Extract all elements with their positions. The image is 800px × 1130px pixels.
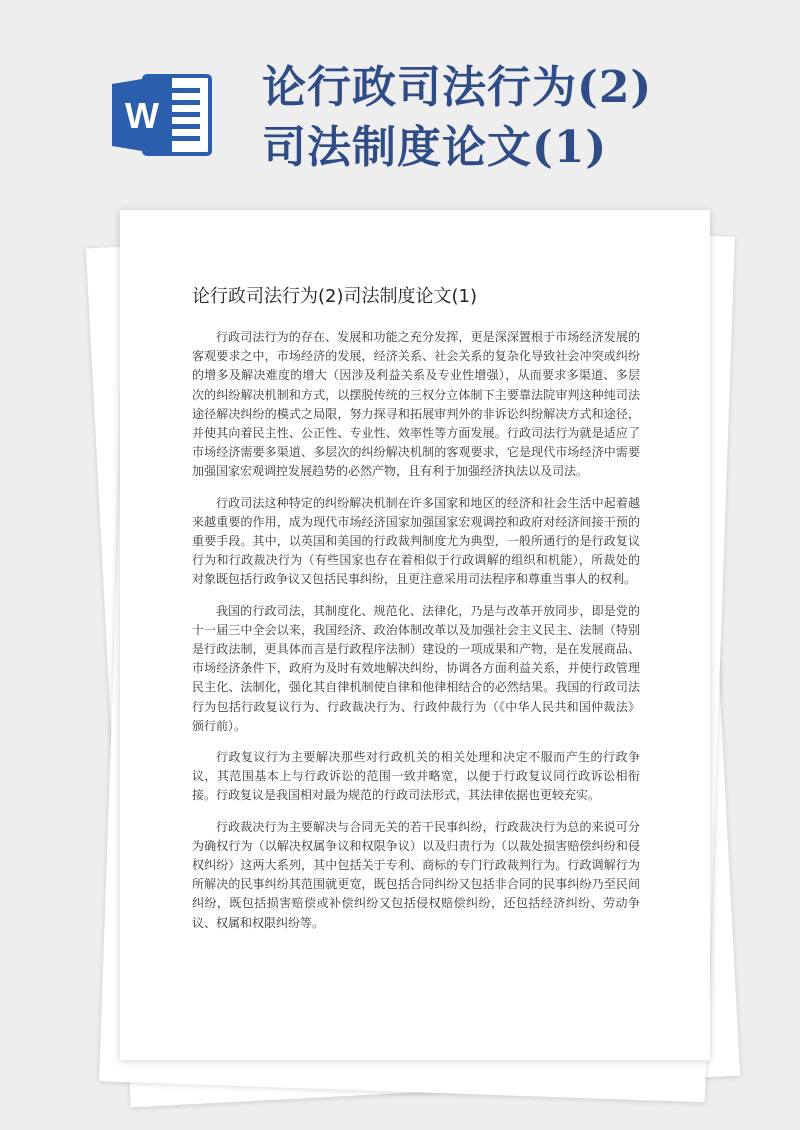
header-title-line-2: 司法制度论文(1): [262, 122, 608, 173]
document-paragraph: 行政司法行为的存在、发展和功能之充分发挥，更是深深置根于市场经济发展的客观要求之中，市场经济的发展，经济关系、社会关系的复杂化导致社会冲突或纠纷的增多及解决难度的增大（因涉及利益关系及专业性增强），从而要求多渠道、多层次的纠纷解决机制和方式，以摆脱传统的三权分立体制下主要靠法院审判这种纯司法途径解决纠纷的模式之局限，努力探寻和拓展审判外的非诉讼纠纷解决方式和途径，并使其向着民主性、公正性、专业性、效率性等方面发展。行政司法行为就是适应了市场经济需要多渠道、多层次的纠纷解决机制的客观要求，它是现代市场经济中需要加强国家宏观调控发展趋势的必然产物，且有利于加强经济执法以及司法。: [192, 330, 640, 479]
header-title: [262, 58, 782, 178]
document-paragraph: 行政复议行为主要解决那些对行政机关的相关处理和决定不服而产生的行政争议，其范围基本上与行政诉讼的范围一致并略宽，以便于行政复议同行政诉讼相衔接。行政复议是我国相对最为规范的行政司法形式，其法律依据也更较充实。: [192, 750, 640, 803]
document-title: 论行政司法行为(2)司法制度论文(1): [192, 286, 477, 307]
document-paragraph: 行政裁决行为主要解决与合同无关的若干民事纠纷，行政裁决行为总的来说可分为确权行为（以解决权属争议和权限争议）以及归责行为（以裁处损害赔偿纠纷和侵权纠纷）这两大系列，其中包括关于专利、商标的专门行政裁判行为。行政调解行为所解决的民事纠纷其范围就更宽，既包括合同纠纷又包括非合同的民事纠纷乃至民间纠纷，既包括损害赔偿或补偿纠纷又包括侵权赔偿纠纷，还包括经济纠纷、劳动争议、权属和权限纠纷等。: [192, 819, 640, 930]
word-doc-icon: [110, 72, 214, 158]
word-logo-letter: W: [125, 95, 159, 136]
document-body: [192, 328, 640, 933]
document-paragraph: 行政司法这种特定的纠纷解决机制在许多国家和地区的经济和社会生活中起着越来越重要的作用，成为现代市场经济国家加强国家宏观调控和政府对经济间接干预的重要手段。其中，以英国和美国的行政裁判制度尤为典型，一般所通行的是行政复议行为和行政裁决行为（有些国家也存在着相似于行政调解的组织和机能），所裁处的对象既包括行政争议又包括民事纠纷，且更注意采用司法程序和尊重当事人的权利。: [192, 495, 640, 587]
header-title-line-1: 论行政司法行为(2): [262, 62, 653, 113]
document-paragraph: 我国的行政司法，其制度化、规范化、法律化，乃是与改革开放同步，即是党的十一届三中全会以来，我国经济、政治体制改革以及加强社会主义民主、法制（特别是行政法制，更具体而言是行政程序法制）建设的一项成果和产物，是在发展商品、市场经济条件下，政府为及时有效地解决纠纷，协调各方面利益关系，并使行政管理民主化、法制化，强化其自律机制使自律和他律相结合的必然结果。我国的行政司法行为包括行政复议行为、行政裁决行为、行政仲裁行为（《中华人民共和国仲裁法》颁行前）。: [192, 603, 640, 733]
